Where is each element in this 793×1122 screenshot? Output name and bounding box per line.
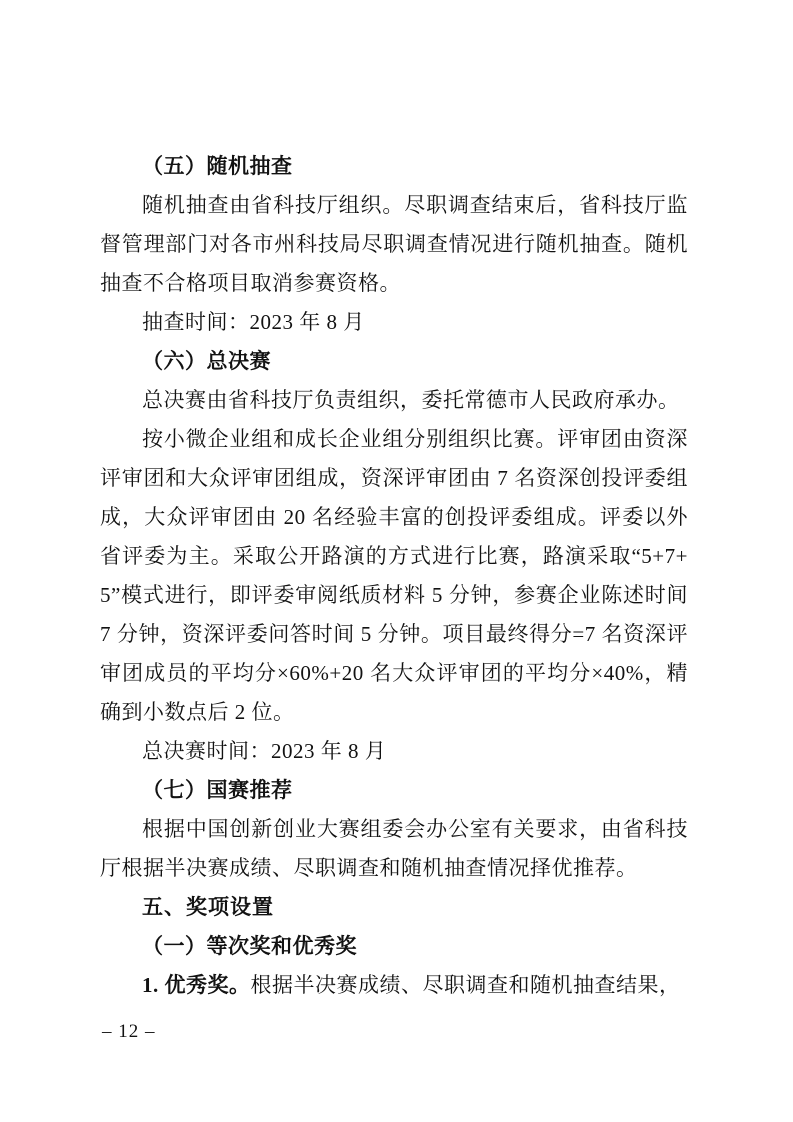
subheading-random-inspection: （五）随机抽查: [142, 154, 293, 178]
paragraph-grand-final-organizer: 总决赛由省科技厅负责组织，委托常德市人民政府承办。: [142, 388, 680, 412]
subheading-grand-final: （六）总决赛: [142, 349, 271, 373]
paragraph-grand-final-rules: 按小微企业组和成长企业组分别组织比赛。评审团由资深评审团和大众评审团组成，资深评审团由 7 名资深创投评委组成，大众评审团由 20 名经验丰富的创投评委组成。评委以外省评委为主。采取公开路演的方式进行比赛，路演采取“5+7+5”模式进行，即评委审阅纸质材料 5 分钟，参赛企业陈述时间 7 分钟，资深评委问答时间 5 分钟。项目最终得分=7 名资深评审团成员的平均分×60%+20 名大众评审团的平均分×40%，精确到小数点后 2 位。: [100, 427, 688, 724]
excellence-award-text: 根据半决赛成绩、尽职调查和随机抽查结果，: [250, 973, 681, 997]
paragraph-national-recommendation-detail: 根据中国创新创业大赛组委会办公室有关要求，由省科技厅根据半决赛成绩、尽职调查和随机抽查情况择优推荐。: [100, 817, 688, 880]
subheading-national-recommendation: （七）国赛推荐: [142, 778, 293, 802]
paragraph-random-inspection-detail: 随机抽查由省科技厅组织。尽职调查结束后，省科技厅监督管理部门对各市州科技局尽职调查情况进行随机抽查。随机抽查不合格项目取消参赛资格。: [100, 193, 688, 295]
heading-award-setup: 五、奖项设置: [142, 896, 274, 919]
subheading-rank-and-excellence-awards: （一）等次奖和优秀奖: [142, 934, 357, 958]
document-body: [100, 147, 688, 1005]
page-number: – 12 –: [102, 1021, 156, 1042]
excellence-award-label: 1. 优秀奖。: [142, 973, 251, 997]
paragraph-excellence-award: [100, 966, 688, 1005]
paragraph-inspection-time: 抽查时间：2023 年 8 月: [142, 310, 365, 334]
paragraph-grand-final-time: 总决赛时间：2023 年 8 月: [142, 739, 387, 763]
